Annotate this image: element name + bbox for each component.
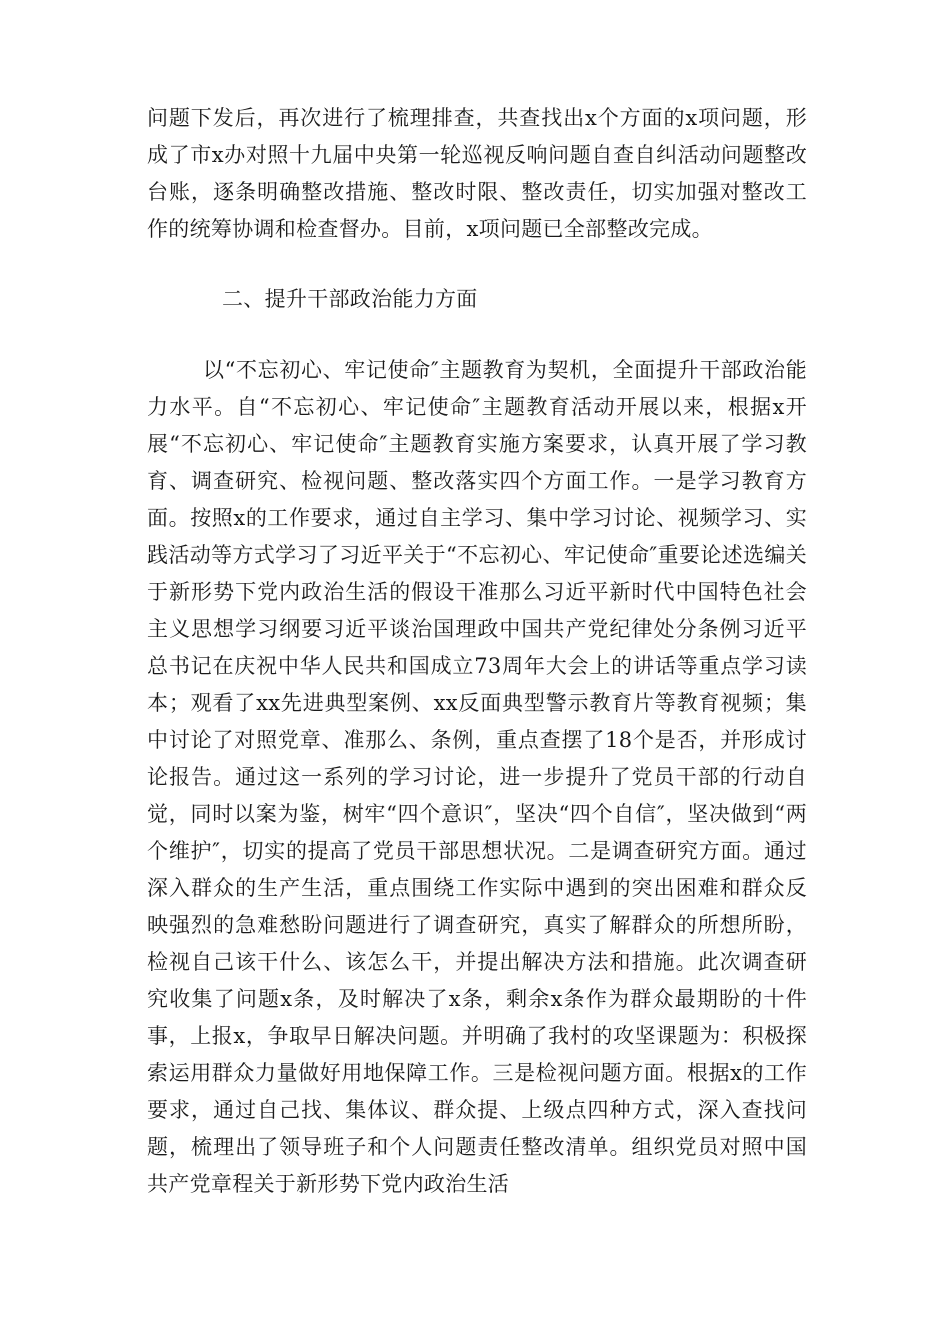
paragraph-rectification-summary: 问题下发后，再次进行了梳理排查，共查找出x个方面的x项问题，形成了市x办对照十九届中央第一轮巡视反响问题自查自纠活动问题整改台账，逐条明确整改措施、整改时限、整改责任，切实加强对整改工作的统筹协调和检查督办。目前，x项问题已全部整改完成。	[147, 106, 807, 241]
paragraph-political-capacity: 以“不忘初心、牢记使命″主题教育为契机，全面提升干部政治能力水平。自“不忘初心、牢记使命″主题教育活动开展以来，根据x开展“不忘初心、牢记使命″主题教育实施方案要求，认真开展了学习教育、调查研究、检视问题、整改落实四个方面工作。一是学习教育方面。按照x的工作要求，通过自主学习、集中学习讨论、视频学习、实践活动等方式学习了习近平关于“不忘初心、牢记使命″重要论述选编关于新形势下党内政治生活的假设干准那么习近平新时代中国特色社会主义思想学习纲要习近平谈治国理政中国共产党纪律处分条例习近平总书记在庆祝中华人民共和国成立73周年大会上的讲话等重点学习读本；观看了xx先进典型案例、xx反面典型警示教育片等教育视频；集中讨论了对照党章、准那么、条例，重点查摆了18个是否，并形成讨论报告。通过这一系列的学习讨论，进一步提升了党员干部的行动自觉，同时以案为鉴，树牢“四个意识″，坚决“四个自信″，坚决做到“两个维护″，切实的提高了党员干部思想状况。二是调查研究方面。通过深入群众的生产生活，重点围绕工作实际中遇到的突出困难和群众反映强烈的急难愁盼问题进行了调查研究，真实了解群众的所想所盼，检视自己该干什么、该怎么干，并提出解决方法和措施。此次调查研究收集了问题x条，及时解决了x条，剩余x条作为群众最期盼的十件事，上报x，争取早日解决问题。并明确了我村的攻坚课题为：积极探索运用群众力量做好用地保障工作。三是检视问题方面。根据x的工作要求，通过自己找、集体议、群众提、上级点四种方式，深入查找问题，梳理出了领导班子和个人问题责任整改清单。组织党员对照中国共产党章程关于新形势下党内政治生活	[147, 358, 807, 1196]
section-heading: 二、提升干部政治能力方面	[222, 287, 478, 311]
